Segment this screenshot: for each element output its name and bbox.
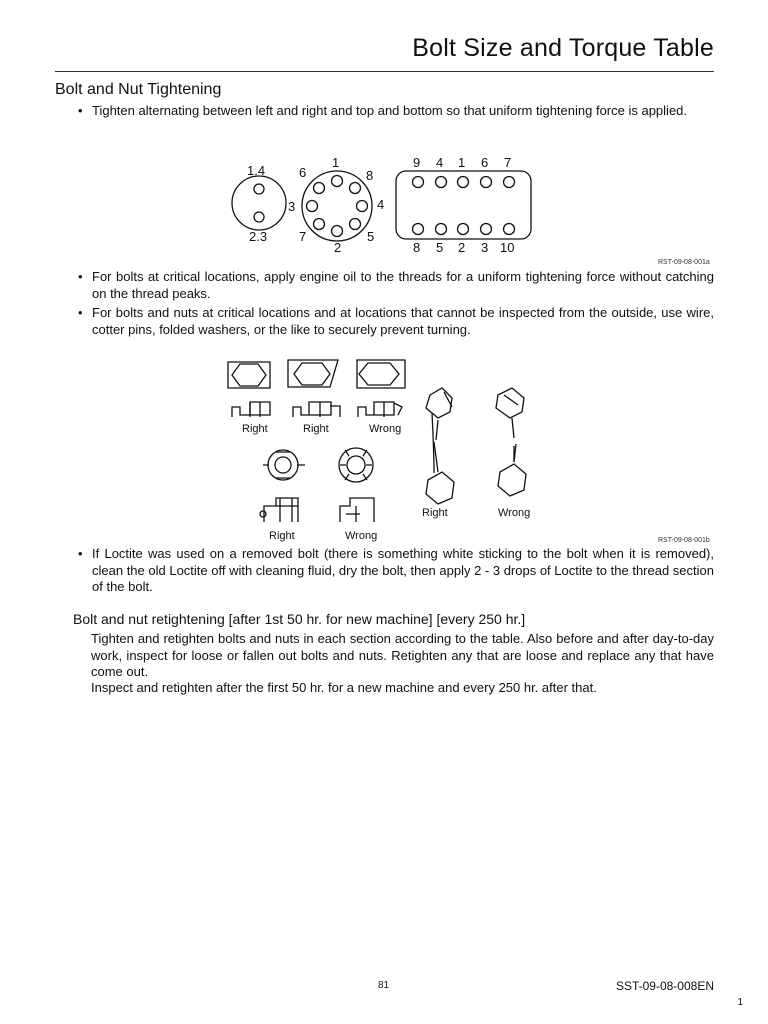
circle-label: 3 [288,199,296,214]
plate-bottom-label: 5 [436,240,444,255]
page-number: 81 [378,980,390,991]
plate-bottom-label: 2 [458,240,466,255]
bullet-text: Tighten alternating between left and right and top and bottom so that uniform tightening force is applied. [92,103,688,118]
bullet-symbol: • [78,269,83,284]
small-flange-label-top: 1.4 [247,163,266,178]
bullet-item [78,546,714,596]
bullet-text: For bolts and nuts at critical locations and at locations that cannot be inspected from the outside, use wire, cotter pins, folded washers, or the like to securely prevent turning. [92,305,714,337]
figure-caption: RST-09-08-001a [658,259,710,266]
circle-label: 2 [334,240,342,255]
right-label: Right [269,530,295,542]
plate-bottom-label: 3 [481,240,489,255]
bullet-symbol: • [78,103,83,118]
circle-label: 1 [332,155,340,170]
bullet-text: If Loctite was used on a removed bolt (there is something white sticking to the bolt when it is removed), clean the old Loctite off with cleaning fluid, dry the bolt, then apply 2 - 3 drops of Loctite to the thread section of the bolt. [92,546,714,594]
section-heading: Bolt and Nut Tightening [55,81,222,98]
plate-top-label: 9 [413,155,421,170]
retightening-paragraph: Tighten and retighten bolts and nuts in each section according to the table. Also before and after day-to-day work, inspect for loose or fallen out bolts and nuts. Retighten any that are loose and replace any that have come out. [91,631,714,679]
plate-bottom-label: 8 [413,240,421,255]
wrong-label: Wrong [369,423,402,435]
circle-label: 6 [299,165,307,180]
circle-label: 5 [367,229,375,244]
circle-label: 4 [377,197,385,212]
document-code: SST-09-08-008EN [615,979,714,993]
corner-number: 1 [737,997,743,1008]
wrong-label: Wrong [498,507,531,519]
plate-top-label: 7 [504,155,512,170]
right-label: Right [242,423,268,435]
circle-label: 8 [366,168,374,183]
bullet-symbol: • [78,546,83,561]
right-label: Right [303,423,329,435]
page-title: Bolt Size and Torque Table [412,34,714,62]
right-label: Right [422,507,448,519]
small-flange-label-bottom: 2.3 [249,229,268,244]
retightening-heading: Bolt and nut retightening [after 1st 50 hr. for new machine] [every 250 hr.] [73,611,526,627]
plate-top-label: 4 [436,155,444,170]
plate-top-label: 1 [458,155,466,170]
plate-top-label: 6 [481,155,489,170]
circle-label: 7 [299,229,307,244]
bullet-symbol: • [78,305,83,320]
retightening-paragraph: Inspect and retighten after the first 50 hr. for a new machine and every 250 hr. after that. [91,680,597,695]
plate-bottom-label: 10 [500,240,515,255]
figure-caption: RST-09-08-001b [658,537,710,544]
bullet-text: For bolts at critical locations, apply engine oil to the threads for a uniform tightening force without catching on the thread peaks. [92,269,714,301]
wrong-label: Wrong [345,530,378,542]
